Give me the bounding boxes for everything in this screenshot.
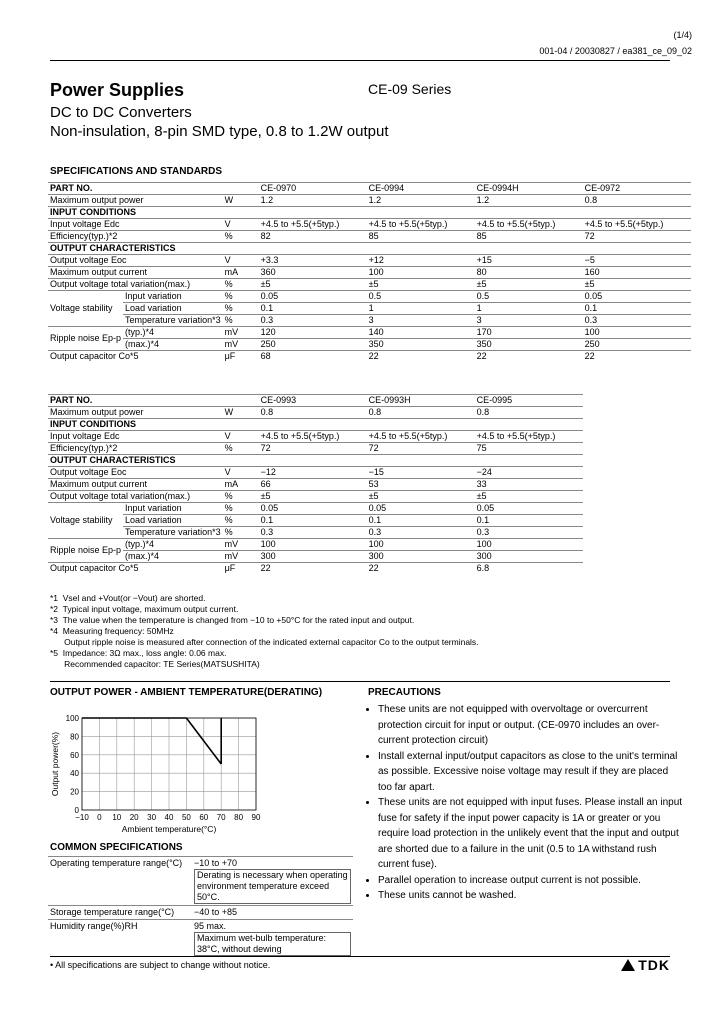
x-tick-label: −10 xyxy=(75,813,89,822)
value-cell: 300 xyxy=(259,551,367,563)
spec-heading: SPECIFICATIONS AND STANDARDS xyxy=(50,166,223,177)
unit-cell: V xyxy=(223,467,259,479)
table-row xyxy=(48,431,583,443)
unit-cell: mV xyxy=(223,551,259,563)
part-number: CE-0995 xyxy=(475,395,583,407)
value-cell: −15 xyxy=(367,467,475,479)
value-cell: 80 xyxy=(475,267,583,279)
value-cell: 350 xyxy=(367,339,475,351)
value-cell: ±5 xyxy=(475,279,583,291)
value-cell: 0.8 xyxy=(583,195,691,207)
table-row xyxy=(48,279,691,291)
value-cell: 85 xyxy=(367,231,475,243)
unit-cell: W xyxy=(223,195,259,207)
value-cell: 1.2 xyxy=(259,195,367,207)
value-cell: 0.05 xyxy=(475,503,583,515)
y-tick-label: 60 xyxy=(70,750,79,760)
value-cell: 72 xyxy=(367,443,475,455)
table-row xyxy=(48,455,583,467)
tdk-logo xyxy=(621,957,670,973)
value-text: −40 to +85 xyxy=(194,907,238,917)
unit-cell xyxy=(223,395,259,407)
value-cell: +3.3 xyxy=(259,255,367,267)
section-rule xyxy=(50,681,670,682)
spec-table-2 xyxy=(48,394,583,574)
y-tick-label: 40 xyxy=(70,769,79,779)
value-cell: +4.5 to +5.5(+5typ.) xyxy=(367,431,475,443)
page-number: (1/4) xyxy=(673,30,692,40)
value-cell: 53 xyxy=(367,479,475,491)
x-tick-label: 90 xyxy=(251,813,261,822)
sub-label: (typ.)*4 xyxy=(123,327,223,339)
value-cell: −12 xyxy=(259,467,367,479)
table-row xyxy=(48,267,691,279)
header-rule xyxy=(50,60,670,61)
row-label: Output voltage total variation(max.) xyxy=(48,279,223,291)
footnote: *5 Impedance: 3Ω max., loss angle: 0.06 max. xyxy=(50,648,227,658)
value-cell: 22 xyxy=(475,351,583,363)
value-cell: ±5 xyxy=(367,279,475,291)
spec-table-1 xyxy=(48,182,691,362)
sub-label: (max.)*4 xyxy=(123,339,223,351)
value-cell: 66 xyxy=(259,479,367,491)
value-cell: 0.3 xyxy=(475,527,583,539)
section-label: INPUT CONDITIONS xyxy=(48,207,691,219)
row-label: Storage temperature range(°C) xyxy=(48,906,192,920)
sub-label: Temperature variation*3 xyxy=(125,315,221,325)
value-cell: 300 xyxy=(475,551,583,563)
section-label: INPUT CONDITIONS xyxy=(48,419,583,431)
value-cell: 0.1 xyxy=(259,303,367,315)
unit-cell: % xyxy=(223,231,259,243)
value-cell: 1 xyxy=(475,303,583,315)
precaution-item: • These units are not equipped with input fuses. Please install an input fuse for safety if the input power capacity is 1A or greater or you require load protection in the unlikely event that the input and output are shorted due to a failure in the unit (0.5 to 1A withstand rush current fuse). xyxy=(378,795,683,873)
table-row xyxy=(48,491,583,503)
table-row xyxy=(48,243,691,255)
value-cell: 0.3 xyxy=(367,527,475,539)
value-cell: 0.5 xyxy=(367,291,475,303)
table-row xyxy=(48,920,353,958)
x-tick-label: 80 xyxy=(234,813,244,822)
footnotes xyxy=(50,593,670,670)
table-row xyxy=(48,291,691,303)
row-label: Output voltage Eoc xyxy=(48,467,223,479)
value-cell: 0.3 xyxy=(259,315,367,327)
value-cell: ±5 xyxy=(367,491,475,503)
sub-label: Input variation xyxy=(123,503,223,515)
value-cell: +4.5 to +5.5(+5typ.) xyxy=(259,219,367,231)
table-row xyxy=(48,339,691,351)
value-text: 95 max. xyxy=(194,921,227,931)
row-label: Output capacitor Co*5 xyxy=(48,351,223,363)
subtitle-1: DC to DC Converters xyxy=(50,104,192,121)
table-row xyxy=(48,207,691,219)
derating-heading: OUTPUT POWER - AMBIENT TEMPERATURE(DERATING) xyxy=(50,687,323,698)
unit-cell: % xyxy=(223,491,259,503)
value-cell: 1.2 xyxy=(475,195,583,207)
row-label: Maximum output current xyxy=(48,479,223,491)
value-note: Maximum wet-bulb temperature: 38°C, without dewing xyxy=(194,932,351,956)
group-label: Ripple noise Ep-p xyxy=(48,539,123,563)
value-cell: +4.5 to +5.5(+5typ.) xyxy=(259,431,367,443)
x-tick-label: 10 xyxy=(112,813,122,822)
row-label: Output voltage total variation(max.) xyxy=(48,491,223,503)
precaution-item: • These units are not equipped with overvoltage or overcurrent protection circuit for input or output. (CE-0970 includes an over-current protection circuit) xyxy=(378,702,683,749)
table-row xyxy=(48,255,691,267)
sub-label: Load variation xyxy=(123,303,223,315)
value-cell xyxy=(192,920,353,958)
y-tick-label: 0 xyxy=(74,806,79,815)
row-label: Operating temperature range(°C) xyxy=(48,857,192,906)
value-cell: 100 xyxy=(583,327,691,339)
value-cell: 0.05 xyxy=(583,291,691,303)
part-number: CE-0994 xyxy=(367,183,475,195)
table-row xyxy=(48,231,691,243)
value-cell: 72 xyxy=(259,443,367,455)
value-text: −10 to +70 xyxy=(194,858,238,868)
row-label: Input voltage Edc xyxy=(48,431,223,443)
value-cell: 100 xyxy=(367,267,475,279)
table-row xyxy=(48,351,691,363)
group-label: Voltage stability xyxy=(48,291,123,327)
table-row xyxy=(48,515,583,527)
series-name: CE-09 Series xyxy=(368,81,452,97)
subtitle-2: Non-insulation, 8-pin SMD type, 0.8 to 1.2W output xyxy=(50,123,389,140)
footnote: *3 The value when the temperature is changed from −10 to +50°C for the rated input and output. xyxy=(50,615,415,625)
x-axis-label: Ambient temperature(°C) xyxy=(121,824,217,834)
footnote: *2 Typical input voltage, maximum output current. xyxy=(50,604,239,614)
value-cell: 0.05 xyxy=(259,503,367,515)
table-row xyxy=(48,539,583,551)
x-tick-label: 70 xyxy=(216,813,226,822)
value-cell: 6.8 xyxy=(475,563,583,575)
x-tick-label: 30 xyxy=(147,813,157,822)
table-row xyxy=(48,195,691,207)
unit-cell: mV xyxy=(223,539,259,551)
precaution-item: • Parallel operation to increase output current is not possible. xyxy=(378,873,683,889)
row-label: Efficiency(typ.)*2 xyxy=(48,443,223,455)
value-cell: 0.5 xyxy=(475,291,583,303)
part-header-row xyxy=(48,395,583,407)
footnote: *4 Measuring frequency: 50MHz xyxy=(50,626,174,636)
group-label: Voltage stability xyxy=(48,503,123,539)
part-label: PART NO. xyxy=(48,183,223,195)
value-cell xyxy=(192,857,353,906)
sub-label: Input variation xyxy=(123,291,223,303)
value-cell: 120 xyxy=(259,327,367,339)
value-cell: +15 xyxy=(475,255,583,267)
value-cell: 250 xyxy=(583,339,691,351)
unit-cell: μF xyxy=(223,563,259,575)
tdk-logo-text: TDK xyxy=(638,957,670,973)
sub-label: Load variation xyxy=(123,515,223,527)
footer-rule xyxy=(50,956,670,957)
value-cell: 360 xyxy=(259,267,367,279)
row-label: Efficiency(typ.)*2 xyxy=(48,231,223,243)
value-cell: 170 xyxy=(475,327,583,339)
unit-cell: % xyxy=(223,515,259,527)
value-cell: 100 xyxy=(259,539,367,551)
section-label: OUTPUT CHARACTERISTICS xyxy=(48,455,583,467)
part-header-row xyxy=(48,183,691,195)
table-row xyxy=(48,467,583,479)
value-cell: 0.8 xyxy=(475,407,583,419)
y-axis-label: Output power(%) xyxy=(50,731,60,797)
y-tick-label: 100 xyxy=(65,714,79,723)
table-row xyxy=(48,551,583,563)
value-cell: 22 xyxy=(367,563,475,575)
unit-cell: mA xyxy=(223,479,259,491)
value-cell: −5 xyxy=(583,255,691,267)
unit-cell: mA xyxy=(223,267,259,279)
row-label: Output capacitor Co*5 xyxy=(48,563,223,575)
part-number: CE-0972 xyxy=(583,183,691,195)
table-row xyxy=(48,303,691,315)
value-cell xyxy=(192,906,353,920)
value-cell: +12 xyxy=(367,255,475,267)
precautions-heading: PRECAUTIONS xyxy=(368,687,441,698)
value-cell: 0.05 xyxy=(367,503,475,515)
footnote: Output ripple noise is measured after connection of the indicated external capacitor Co to the output terminals. xyxy=(50,637,479,647)
unit-cell xyxy=(223,183,259,195)
unit-cell: V xyxy=(223,219,259,231)
row-label: Maximum output power xyxy=(48,407,223,419)
value-cell: +4.5 to +5.5(+5typ.) xyxy=(475,431,583,443)
unit-cell: % xyxy=(223,315,259,327)
value-cell: 0.3 xyxy=(259,527,367,539)
unit-cell: μF xyxy=(223,351,259,363)
value-cell: 3 xyxy=(475,315,583,327)
table-row xyxy=(48,315,691,327)
unit-cell: W xyxy=(223,407,259,419)
x-tick-label: 20 xyxy=(129,813,139,822)
derating-chart xyxy=(50,702,270,838)
section-label: OUTPUT CHARACTERISTICS xyxy=(48,243,691,255)
value-cell: 22 xyxy=(583,351,691,363)
value-cell: 72 xyxy=(583,231,691,243)
part-number: CE-0993 xyxy=(259,395,367,407)
value-cell: 100 xyxy=(475,539,583,551)
value-cell: 0.8 xyxy=(367,407,475,419)
table-row xyxy=(48,527,583,539)
table-row xyxy=(48,443,583,455)
table-row xyxy=(48,857,353,906)
value-cell: 22 xyxy=(259,563,367,575)
value-cell: −24 xyxy=(475,467,583,479)
footnote: *1 Vsel and +Vout(or −Vout) are shorted. xyxy=(50,593,206,603)
value-cell: 0.8 xyxy=(259,407,367,419)
x-tick-label: 40 xyxy=(164,813,174,822)
row-label: Maximum output current xyxy=(48,267,223,279)
table-row xyxy=(48,563,583,575)
value-cell: ±5 xyxy=(259,279,367,291)
table-row xyxy=(48,906,353,920)
unit-cell: % xyxy=(223,503,259,515)
value-cell: 250 xyxy=(259,339,367,351)
unit-cell: mV xyxy=(223,327,259,339)
value-cell: 0.1 xyxy=(259,515,367,527)
x-tick-label: 0 xyxy=(97,813,102,822)
value-cell: +4.5 to +5.5(+5typ.) xyxy=(583,219,691,231)
common-heading: COMMON SPECIFICATIONS xyxy=(50,842,183,853)
page-title: Power Supplies xyxy=(50,80,185,100)
part-number: CE-0970 xyxy=(259,183,367,195)
row-label: Input voltage Edc xyxy=(48,219,223,231)
table-row xyxy=(48,327,691,339)
table-row xyxy=(48,419,583,431)
table-row xyxy=(48,479,583,491)
x-tick-label: 50 xyxy=(181,813,191,822)
part-number: CE-0993H xyxy=(367,395,475,407)
unit-cell: % xyxy=(223,527,259,539)
tdk-logo-icon xyxy=(621,959,635,971)
value-cell: 0.05 xyxy=(259,291,367,303)
row-label: Maximum output power xyxy=(48,195,223,207)
value-cell: 350 xyxy=(475,339,583,351)
table-row xyxy=(48,219,691,231)
value-cell: 85 xyxy=(475,231,583,243)
value-cell: 22 xyxy=(367,351,475,363)
value-cell: ±5 xyxy=(583,279,691,291)
value-cell: +4.5 to +5.5(+5typ.) xyxy=(367,219,475,231)
value-cell: 82 xyxy=(259,231,367,243)
doc-code: 001-04 / 20030827 / ea381_ce_09_02 xyxy=(539,46,692,56)
sub-label: (max.)*4 xyxy=(123,551,223,563)
sub-label: Temperature variation*3 xyxy=(125,527,221,537)
unit-cell: % xyxy=(223,291,259,303)
value-note: Derating is necessary when operating environment temperature exceed 50°C. xyxy=(194,869,351,904)
sub-label: (typ.)*4 xyxy=(123,539,223,551)
value-cell: 140 xyxy=(367,327,475,339)
value-cell: +4.5 to +5.5(+5typ.) xyxy=(475,219,583,231)
value-cell: 1 xyxy=(367,303,475,315)
value-cell: 0.3 xyxy=(583,315,691,327)
footnote: Recommended capacitor: TE Series(MATSUSHITA) xyxy=(50,659,260,669)
value-cell: 33 xyxy=(475,479,583,491)
unit-cell: % xyxy=(223,443,259,455)
value-cell: 0.1 xyxy=(475,515,583,527)
precaution-item: • These units cannot be washed. xyxy=(378,888,683,904)
table-row xyxy=(48,407,583,419)
value-cell: ±5 xyxy=(259,491,367,503)
value-cell: 100 xyxy=(367,539,475,551)
unit-cell: % xyxy=(223,303,259,315)
value-cell: ±5 xyxy=(475,491,583,503)
value-cell: 68 xyxy=(259,351,367,363)
row-label: Humidity range(%)RH xyxy=(48,920,192,958)
value-cell: 160 xyxy=(583,267,691,279)
footer-note: • All specifications are subject to change without notice. xyxy=(50,960,271,970)
part-number: CE-0994H xyxy=(475,183,583,195)
value-cell: 0.1 xyxy=(583,303,691,315)
unit-cell: % xyxy=(223,279,259,291)
value-cell: 75 xyxy=(475,443,583,455)
value-cell: 0.1 xyxy=(367,515,475,527)
y-tick-label: 20 xyxy=(70,787,79,797)
y-tick-label: 80 xyxy=(70,732,79,742)
table-row xyxy=(48,503,583,515)
precautions-list xyxy=(368,702,683,904)
group-label: Ripple noise Ep-p xyxy=(48,327,123,351)
value-cell: 1.2 xyxy=(367,195,475,207)
x-tick-label: 60 xyxy=(199,813,209,822)
common-spec-table xyxy=(48,856,353,957)
unit-cell: V xyxy=(223,431,259,443)
value-cell: 3 xyxy=(367,315,475,327)
part-label: PART NO. xyxy=(48,395,223,407)
row-label: Output voltage Eoc xyxy=(48,255,223,267)
unit-cell: mV xyxy=(223,339,259,351)
value-cell: 300 xyxy=(367,551,475,563)
precaution-item: • Install external input/output capacitors as close to the unit's terminal as possible. Excessive noise voltage may result if they are placed too far apart. xyxy=(378,749,683,796)
unit-cell: V xyxy=(223,255,259,267)
